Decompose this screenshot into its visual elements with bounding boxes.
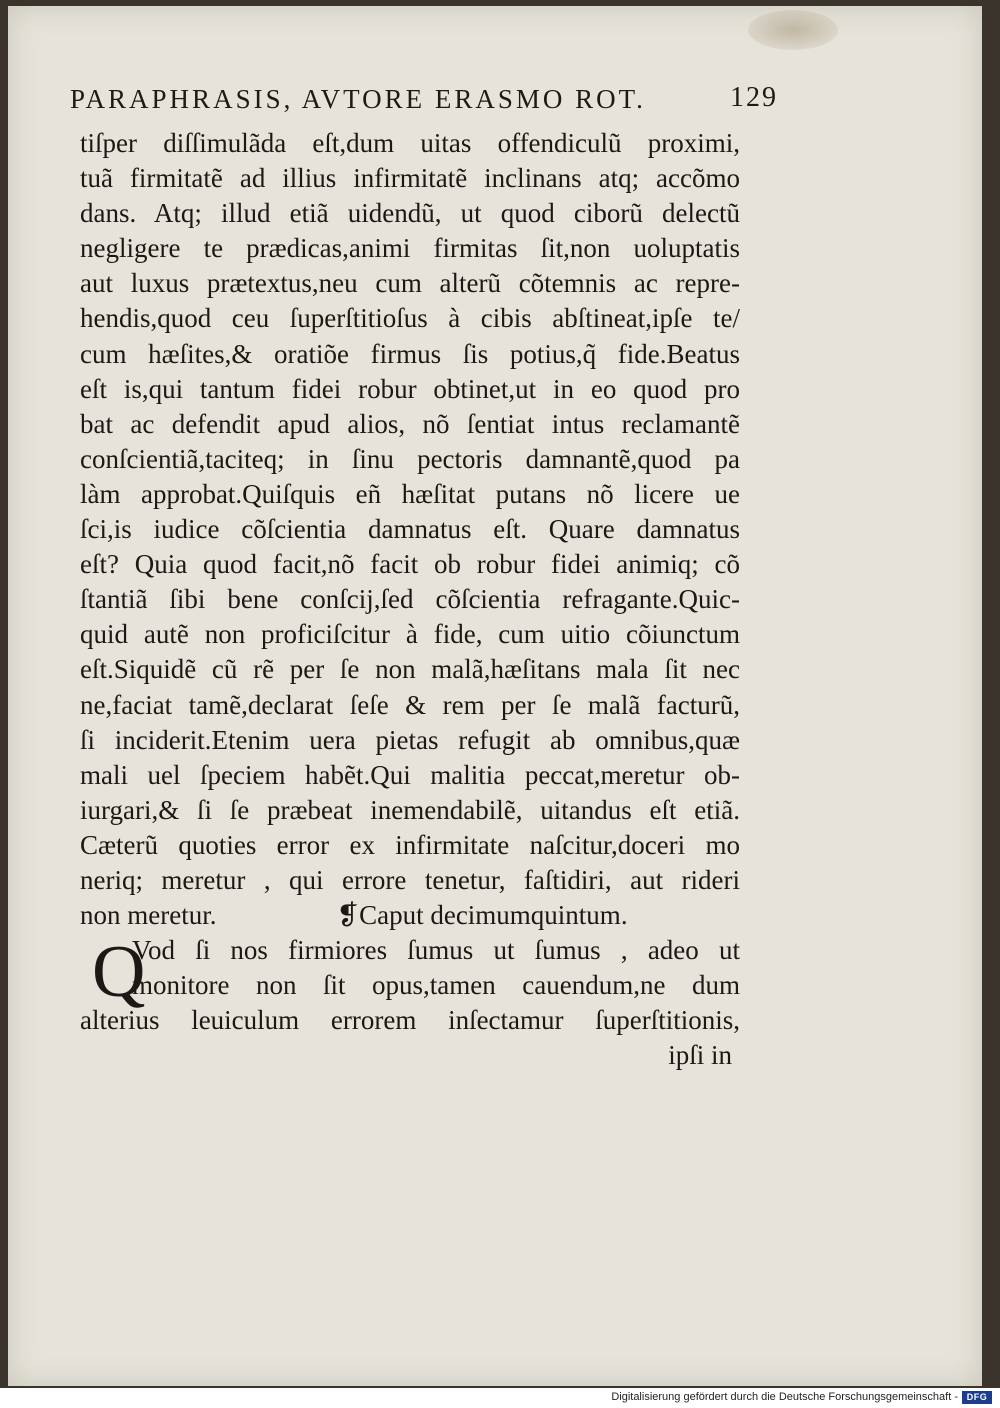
text-line: ſci,is iudice cõſcientia damnatus eſt. Quare damnatus [80, 514, 740, 545]
text-line: eſt.Siquidẽ cũ rẽ per ſe non malã,hæſitans mala ſit nec [80, 654, 740, 685]
text-line: cum hæſites,& oratiõe firmus ſis potius,q̃ fide.Beatus [80, 338, 740, 369]
catchword: ipſi in [668, 1040, 732, 1071]
text-line: Cæterũ quoties error ex infirmitate naſcitur,doceri mo [80, 829, 740, 860]
text-line: negligere te prædicas,animi firmitas ſit,non uoluptatis [80, 233, 740, 264]
paper-stain [748, 10, 838, 50]
initial-line-text: Vod ſi nos firmiores ſumus ut ſumus , adeo ut [132, 935, 740, 966]
text-line: eſt is,qui tantum fidei robur obtinet,ut in eo quod pro [80, 373, 740, 404]
text-line: làm approbat.Quiſquis eñ hæſitat putans nõ licere ue [80, 478, 740, 509]
text-line: iurgari,& ſi ſe præbeat inemendabilẽ, uitandus eſt etiã. [80, 794, 740, 825]
paragraph-end: non meretur. [80, 900, 217, 931]
text-line: eſt? Quia quod facit,nõ facit ob robur fidei animiq; cõ [80, 549, 740, 580]
page-number: 129 [730, 82, 778, 113]
text-line: ſi inciderit.Etenim uera pietas refugit ab omnibus,quæ [80, 724, 740, 755]
text-line: aut luxus prætextus,neu cum alterũ cõtemnis ac repre- [80, 268, 740, 299]
text-line-final [80, 898, 740, 933]
text-line: mali uel ſpeciem habẽt.Qui malitia peccat,meretur ob- [80, 759, 740, 790]
text-line: alterius leuiculum errorem inſectamur ſuperſtitionis, [80, 1005, 740, 1036]
text-line: dans. Atq; illud etiã uidendũ, ut quod ciborũ delectũ [80, 198, 740, 229]
chapter-heading: ❡Caput decimumquintum. [336, 900, 628, 931]
text-block [80, 126, 740, 1074]
initial-line-text: monitore non ſit opus,tamen cauendum,ne dum [132, 970, 740, 1001]
text-line: ſtantiã ſibi bene conſcij,ſed cõſcientia refragante.Quic- [80, 584, 740, 615]
text-line: tuã firmitatẽ ad illius infirmitatẽ inclinans atq; accõmo [80, 163, 740, 194]
text-line: tiſper diſſimulãda eſt,dum uitas offendiculũ proximi, [80, 128, 740, 158]
initial-line-2 [80, 968, 740, 1003]
dfg-logo: DFG [962, 1391, 992, 1404]
text-line: quid autẽ non proficiſcitur à fide, cum uitio cõiunctum [80, 619, 740, 650]
initial-capital: Q [92, 931, 146, 1014]
text-line: ne,faciat tamẽ,declarat ſeſe & rem per ſe malã facturũ, [80, 689, 740, 720]
text-line: hendis,quod ceu ſuperſtitioſus à cibis abſtineat,ipſe te/ [80, 303, 740, 334]
text-line: conſcientiã,taciteq; in ſinu pectoris damnantẽ,quod pa [80, 443, 740, 474]
text-line: bat ac defendit apud alios, nõ ſentiat intus reclamantẽ [80, 408, 740, 439]
funding-credit: Digitalisierung gefördert durch die Deutsche Forschungsgemeinschaft - [611, 1391, 958, 1403]
running-head: PARAPHRASIS, AVTORE ERASMO ROT. [70, 84, 646, 114]
text-line: neriq; meretur , qui errore tenetur, faſtidiri, aut rideri [80, 864, 740, 895]
